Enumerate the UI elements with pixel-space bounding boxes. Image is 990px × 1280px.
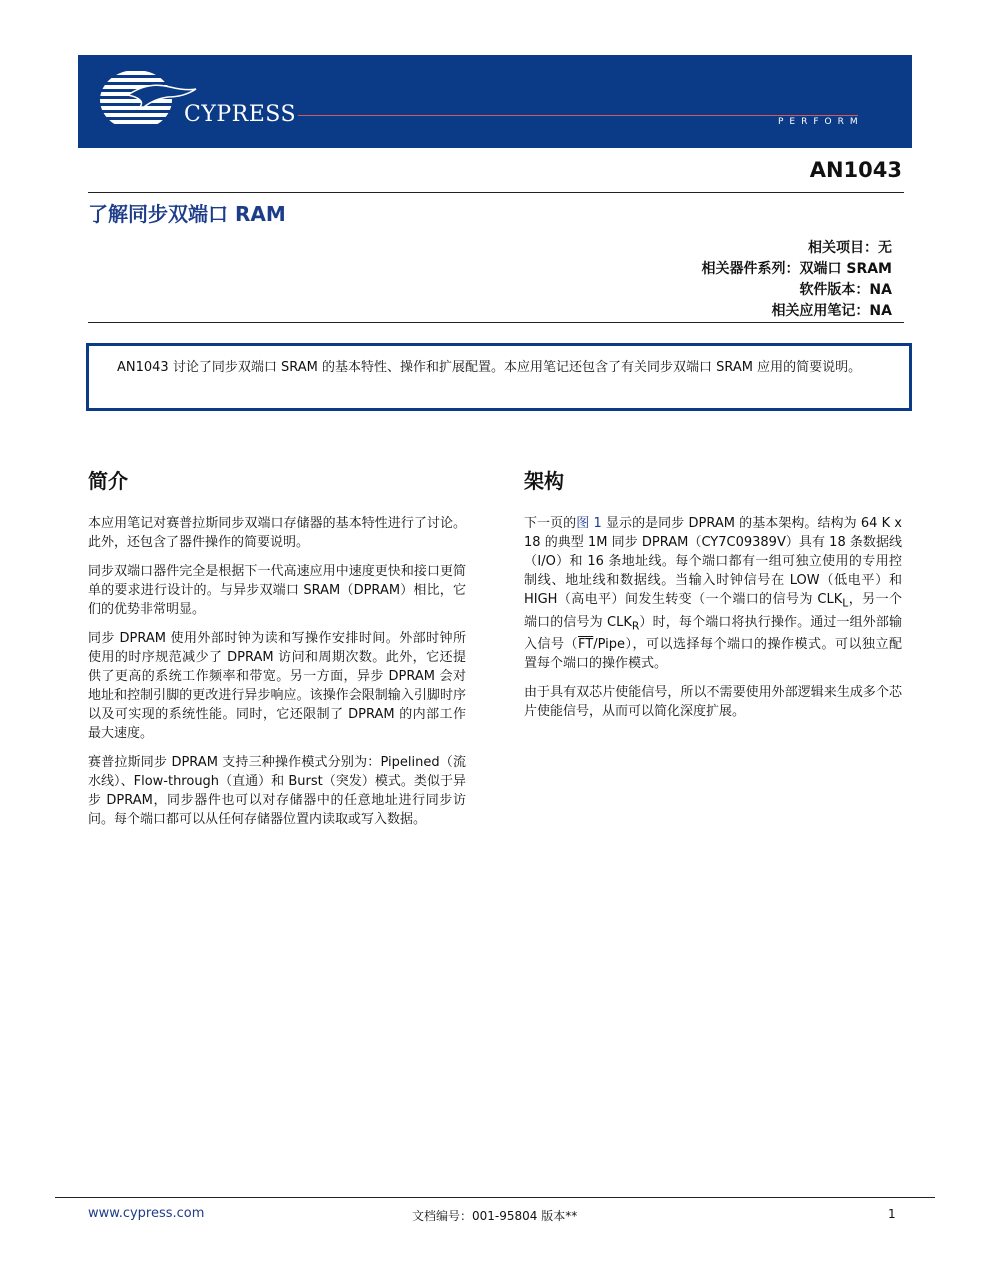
ft-signal: $\overline{FT}$ <box>578 637 594 653</box>
brand-name: CYPRESS <box>184 102 297 127</box>
meta-block <box>701 238 892 322</box>
footer-link[interactable]: www.cypress.com <box>88 1206 205 1221</box>
section-heading: 简介 <box>88 469 128 493</box>
divider <box>88 322 904 323</box>
paragraph: 由于具有双芯片使能信号，所以不需要使用外部逻辑来生成多个芯片使能信号，从而可以简化深度扩展。 <box>524 685 902 720</box>
text-run: ，另一个端口的信号为 CLK <box>524 592 902 630</box>
footer-doc-number: 文档编号：001-95804 版本** <box>412 1209 578 1223</box>
cypress-logo-icon <box>98 67 198 133</box>
meta-related-notes: 相关应用笔记：NA <box>771 303 892 319</box>
intro-section <box>88 465 466 839</box>
paragraph: 同步双端口器件完全是根据下一代高速应用中速度更快和接口更简单的要求进行设计的。与异步双端口 SRAM（DPRAM）相比，它们的优势非常明显。 <box>88 564 466 617</box>
banner-rule <box>298 115 858 116</box>
page-number: 1 <box>888 1207 896 1221</box>
section-heading: 架构 <box>524 469 564 493</box>
meta-related-projects: 相关项目：无 <box>808 240 892 256</box>
paragraph: 本应用笔记对赛普拉斯同步双端口存储器的基本特性进行了讨论。此外，还包含了器件操作的简要说明。 <box>88 516 466 550</box>
tagline: PERFORM <box>778 117 864 127</box>
text-run: /Pipe），可以选择每个端口的操作模式。可以独立配置每个端口的操作模式。 <box>524 637 902 672</box>
subscript: L <box>842 596 849 610</box>
subscript: R <box>631 619 640 633</box>
meta-software-version: 软件版本：NA <box>799 282 892 298</box>
meta-device-family: 相关器件系列：双端口 SRAM <box>701 261 892 277</box>
paragraph: 同步 DPRAM 使用外部时钟为读和写操作安排时间。外部时钟所使用的时序规范减少了 DPRAM 访问和周期次数。此外，它还提供了更高的系统工作频率和带宽。另一方面，异步 DPRAM 会对地址和控制引脚的更改进行异步响应。该操作会限制输入引脚时序以及可实现的系统性能。同时，它还限制了 DPRAM 的内部工作最大速度。 <box>88 631 466 741</box>
doc-number: AN1043 <box>809 158 902 182</box>
text-run: 显示的是同步 DPRAM 的基本架构。结构为 64 K x 18 的典型 1M 同步 DPRAM（CY7C09389V）具有 18 条数据线（I/O）和 16 条地址线。每个端口都有一组可独立使用的专用控制线、地址线和数据线。当输入时钟信号在 LOW（低电平）和 HIGH（高电平）间发生转变（一个端口的信号为 CLK <box>524 516 902 607</box>
architecture-section <box>524 465 902 731</box>
paragraph: 赛普拉斯同步 DPRAM 支持三种操作模式分别为：Pipelined（流水线）、Flow-through（直通）和 Burst（突发）模式。类似于异步 DPRAM，同步器件也可以对存储器中的任意地址进行同步访问。每个端口都可以从任何存储器位置内读取或写入数据。 <box>88 755 466 827</box>
footer-divider <box>55 1197 935 1198</box>
text-run: 下一页的 <box>524 516 577 531</box>
divider <box>88 192 904 193</box>
text-run: ）时，每个端口将执行操作。通过一组外部输入信号（ <box>524 614 902 653</box>
page-title: 了解同步双端口 RAM <box>88 202 286 226</box>
abstract-box <box>86 343 912 411</box>
paragraph <box>524 514 902 673</box>
header-banner <box>78 55 912 148</box>
abstract-text: AN1043 讨论了同步双端口 SRAM 的基本特性、操作和扩展配置。本应用笔记还包含了有关同步双端口 SRAM 应用的简要说明。 <box>117 360 862 375</box>
figure-link[interactable]: 图 1 <box>576 516 602 531</box>
